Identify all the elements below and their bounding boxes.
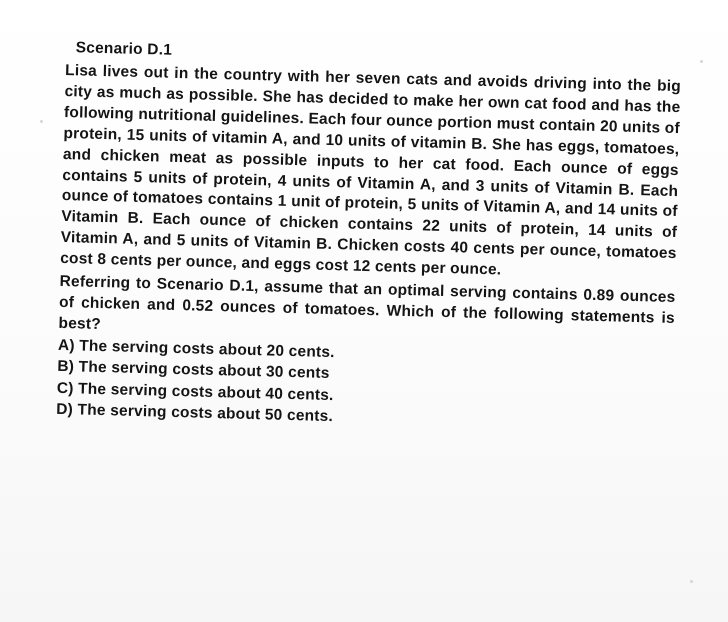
- scan-speck: [40, 120, 43, 123]
- scenario-title: Scenario D.1: [75, 39, 173, 59]
- option-a: A) The serving costs about 20 cents.: [57, 336, 335, 361]
- option-c: C) The serving costs about 40 cents.: [56, 379, 334, 404]
- option-d: D) The serving costs about 50 cents.: [56, 400, 334, 426]
- scenario-text: Lisa lives out in the country with her seven cats and avoids driving into the big city as much as possible. She has decided to make her own cat food and has the following nutritional guidelines. Each four ounce portion must contain 20 units of protein, 15 units of vitamin A, and 10 units of vitamin B. She has eggs, tomatoes, and chicken meat as possible inputs to her cat food. Each ounce of eggs contains 5 units of protein, 4 units of Vitamin A, and 3 units of Vitamin B. Each ounce of tomatoes contains 1 unit of protein, 5 units of Vitamin A, and 14 units of Vitamin B. Each ounce of chicken contains 22 units of protein, 14 units of Vitamin A, and 5 units of Vitamin B. Chicken costs 40 cents per ounce, tomatoes cost 8 cents per ounce, and eggs cost 12 cents per ounce.: [60, 61, 682, 279]
- question-text: Referring to Scenario D.1, assume that an optimal serving contains 0.89 ounces of chicken and 0.52 ounces of tomatoes. Which of the following statements is best?: [58, 272, 676, 333]
- scan-speck: [690, 580, 693, 583]
- scan-speck: [700, 60, 703, 63]
- option-b: B) The serving costs about 30 cents: [57, 358, 330, 383]
- question-document: [56, 38, 682, 436]
- answer-options: [56, 335, 674, 437]
